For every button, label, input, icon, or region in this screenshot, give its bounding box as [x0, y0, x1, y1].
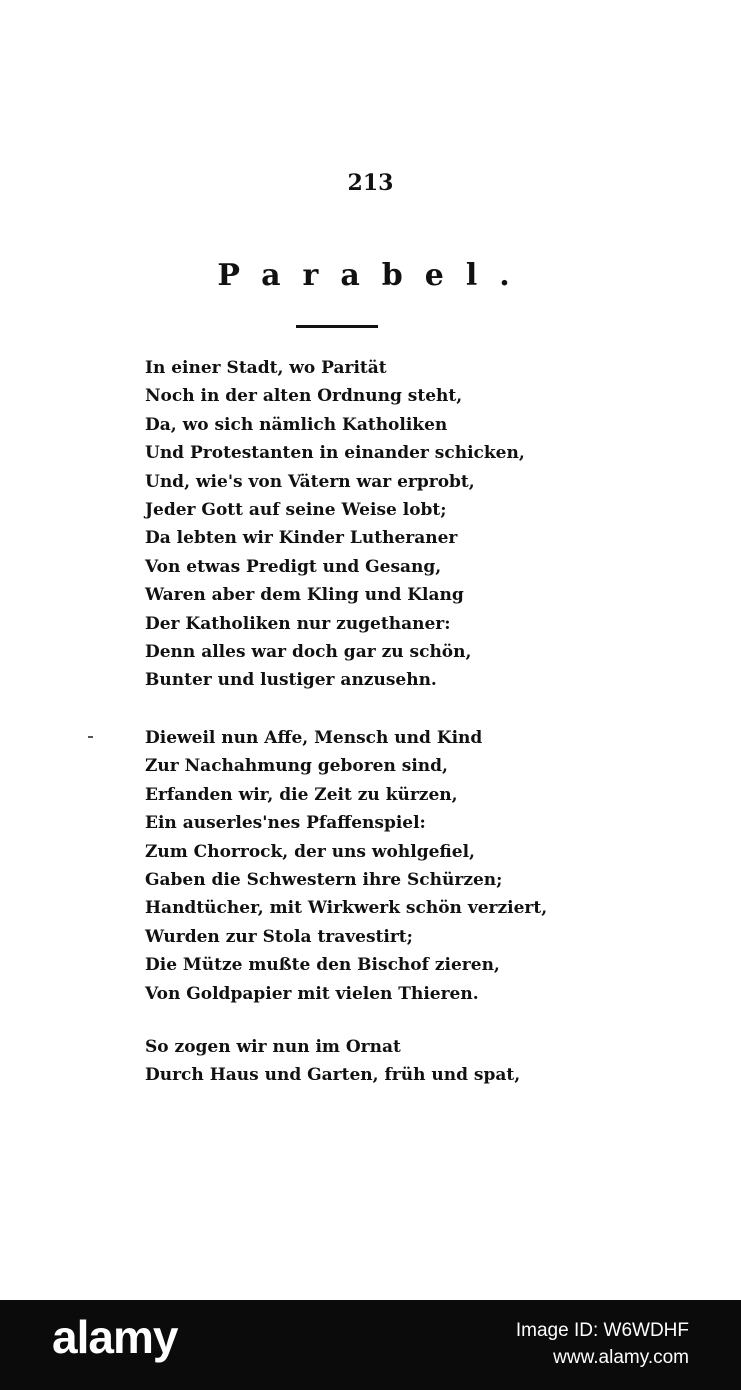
title-rule	[296, 325, 378, 328]
margin-mark	[88, 736, 93, 738]
verse-line: Ein auserles'nes Pfaffenspiel:	[145, 813, 426, 834]
brand-logo: alamy	[52, 1311, 178, 1363]
verse-line: Da lebten wir Kinder Lutheraner	[145, 528, 458, 549]
verse-line: Von Goldpapier mit vielen Thieren.	[145, 983, 479, 1004]
stanza-2	[145, 724, 547, 1008]
verse-line: Da, wo sich nämlich Katholiken	[145, 414, 448, 435]
poem-title: Parabel.	[217, 258, 532, 293]
verse-line: Die Mütze mußte den Bischof zieren,	[145, 955, 500, 976]
stanza-3	[145, 1033, 520, 1090]
verse-line: In einer Stadt, wo Parität	[145, 358, 387, 378]
verse-line: Durch Haus und Garten, früh und spat,	[145, 1065, 521, 1086]
verse-line: Bunter und lustiger anzusehn.	[145, 670, 437, 691]
verse-line: Von etwas Predigt und Gesang,	[145, 556, 442, 577]
verse-line: Dieweil nun Affe, Mensch und Kind	[145, 728, 483, 748]
image-id: Image ID: W6WDHF	[515, 1320, 689, 1341]
verse-line: Und, wie's von Vätern war erprobt,	[145, 471, 475, 492]
verse-line: Handtücher, mit Wirkwerk schön verziert,	[145, 898, 548, 919]
verse-line: Erfanden wir, die Zeit zu kürzen,	[145, 784, 458, 805]
verse-line: Zum Chorrock, der uns wohlgefiel,	[145, 841, 475, 862]
verse-line: Jeder Gott auf seine Weise lobt;	[145, 499, 447, 520]
page-number: 213	[347, 170, 394, 196]
verse-line: Noch in der alten Ordnung steht,	[145, 386, 463, 407]
verse-line: Und Protestanten in einander schicken,	[145, 443, 525, 464]
verse-line: So zogen wir nun im Ornat	[145, 1037, 401, 1057]
verse-line: Wurden zur Stola travestirt;	[145, 926, 413, 947]
verse-line: Denn alles war doch gar zu schön,	[145, 641, 472, 662]
verse-line: Der Katholiken nur zugethaner:	[145, 613, 451, 634]
site-url: www.alamy.com	[553, 1347, 689, 1368]
verse-line: Gaben die Schwestern ihre Schürzen;	[145, 869, 503, 890]
verse-line: Zur Nachahmung geboren sind,	[145, 756, 448, 777]
stanza-1	[145, 354, 525, 695]
verse-line: Waren aber dem Kling und Klang	[145, 585, 464, 606]
